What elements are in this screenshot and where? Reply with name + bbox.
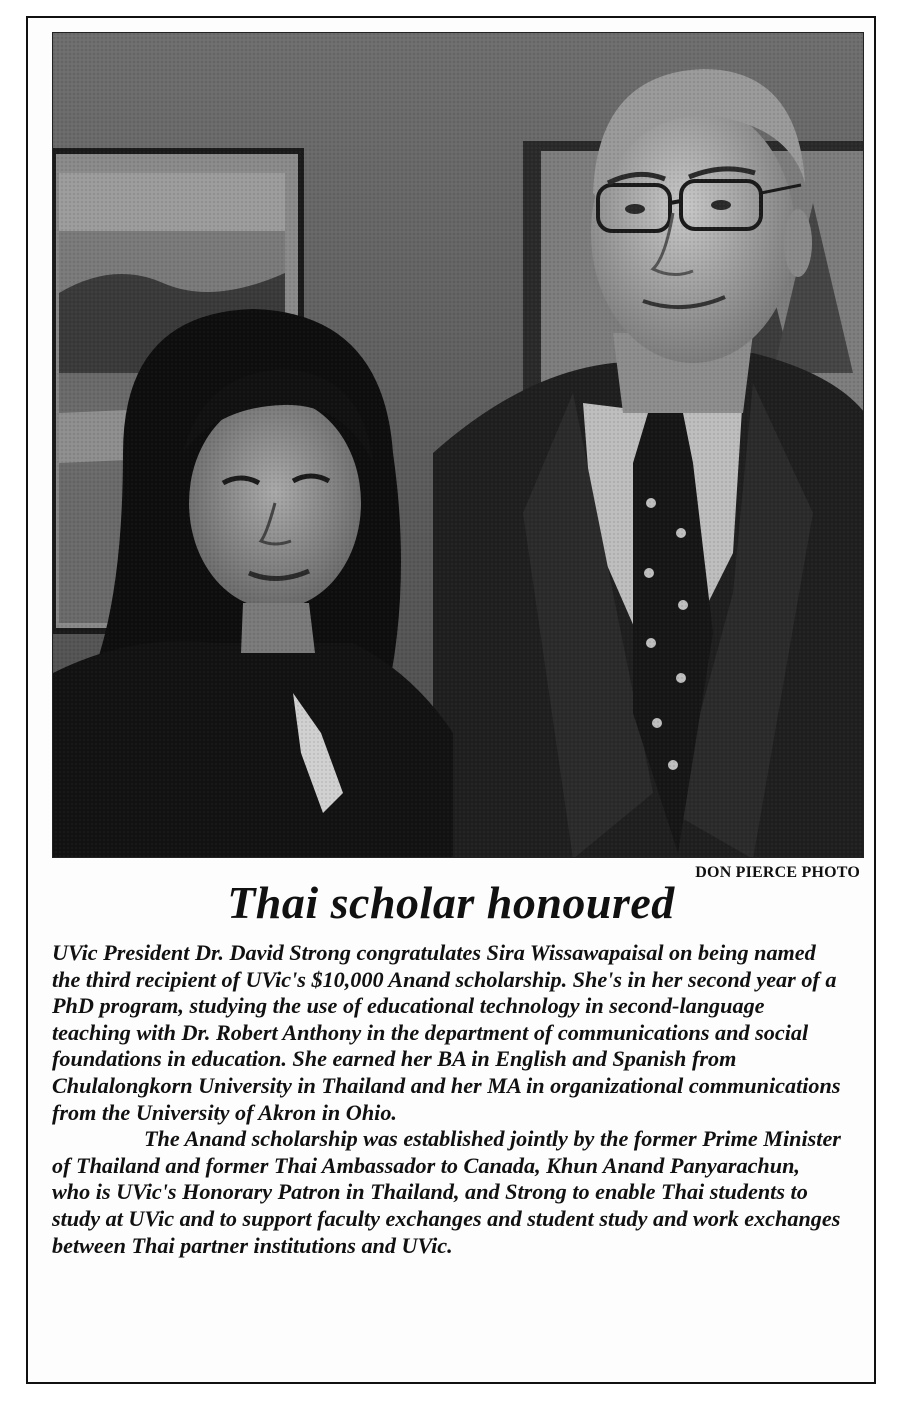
news-photo	[52, 32, 864, 858]
article-body	[52, 940, 842, 1259]
photo-credit: DON PIERCE PHOTO	[695, 864, 860, 881]
article-paragraph-1: UVic President Dr. David Strong congratulates Sira Wissawapaisal on being named the third recipient of UVic's $10,000 Anand scholarship. She's in her second year of a PhD program, studying the use of educational technology in second-language teaching with Dr. Robert Anthony in the department of communications and social foundations in education. She earned her BA in English and Spanish from Chulalongkorn University in Thailand and her MA in organizational communications from the University of Akron in Ohio.	[52, 940, 841, 1125]
article-paragraph-2: The Anand scholarship was established jointly by the former Prime Minister of Thailand and former Thai Ambassador to Canada, Khun Anand Panyarachun, who is UVic's Honorary Patron in Thailand, and Strong to enable Thai students to study at UVic and to support faculty exchanges and student study and work exchanges between Thai partner institutions and UVic.	[52, 1126, 841, 1258]
article-headline: Thai scholar honoured	[227, 877, 675, 928]
